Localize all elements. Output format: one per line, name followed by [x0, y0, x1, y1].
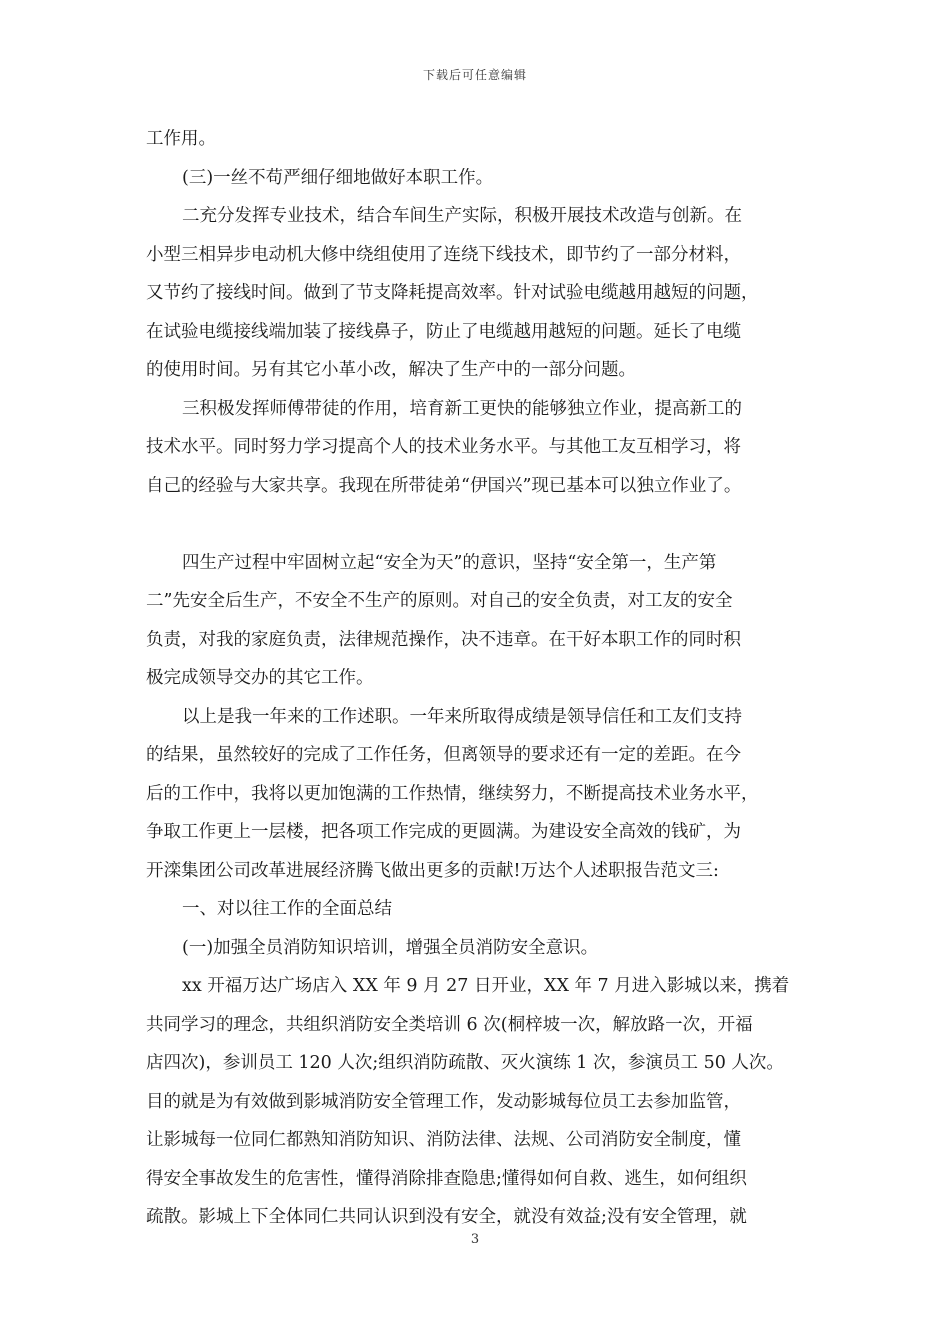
paragraph-line: (三)一丝不苟严细仔细地做好本职工作。 [182, 167, 494, 188]
paragraph-gap [146, 505, 826, 544]
paragraph-line: 极完成领导交办的其它工作。 [146, 668, 374, 688]
paragraph-line: 的使用时间。另有其它小革小改，解决了生产中的一部分问题。 [146, 360, 636, 380]
paragraph-line: 后的工作中，我将以更加饱满的工作热情，继续努力，不断提高技术业务水平， [146, 783, 759, 804]
paragraph-line: 负责，对我的家庭负责，法律规范操作，决不违章。在干好本职工作的同时积 [146, 629, 741, 650]
paragraph-line: 又节约了接线时间。做到了节支降耗提高效率。针对试验电缆越用越短的问题， [146, 283, 759, 303]
paragraph-line: 工作用。 [146, 129, 216, 149]
paragraph-line: xx 开福万达广场店入 XX 年 9 月 27 日开业，XX 年 7 月进入影城以来，携着 [182, 976, 790, 996]
paragraph-line: 技术水平。同时努力学习提高个人的技术业务水平。与其他工友互相学习，将 [146, 437, 741, 457]
document-body [146, 120, 826, 1237]
paragraph-line: 二充分发挥专业技术，结合车间生产实际，积极开展技术改造与创新。在 [182, 206, 742, 226]
paragraph-line: 开滦集团公司改革进展经济腾飞做出更多的贡献!万达个人述职报告范文三: [146, 860, 719, 881]
paragraph-line: 在试验电缆接线端加装了接线鼻子，防止了电缆越用越短的问题。延长了电缆 [146, 321, 741, 342]
paragraph-line: 得安全事故发生的危害性，懂得消除排查隐患;懂得如何自救、逃生，如何组织 [146, 1168, 747, 1189]
paragraph-line: 店四次)，参训员工 120 人次;组织消防疏散、灭火演练 1 次，参演员工 50 人次。 [146, 1053, 784, 1073]
paragraph-line: 争取工作更上一层楼，把各项工作完成的更圆满。为建设安全高效的钱矿，为 [146, 822, 741, 842]
paragraph-line: 二”先安全后生产，不安全不生产的原则。对自己的安全负责，对工友的安全 [146, 591, 733, 611]
page-header: 下载后可任意编辑 [422, 68, 527, 82]
paragraph-line: 目的就是为有效做到影城消防安全管理工作，发动影城每位员工去参加监管， [146, 1091, 741, 1112]
section-heading: 一、对以往工作的全面总结 [182, 899, 392, 919]
page-number: 3 [470, 1232, 480, 1247]
paragraph-line: 三积极发挥师傅带徒的作用，培育新工更快的能够独立作业，提高新工的 [182, 398, 742, 419]
paragraph-line: 四生产过程中牢固树立起“安全为天”的意识，坚持“安全第一，生产第 [182, 552, 717, 573]
paragraph-line: 疏散。影城上下全体同仁共同认识到没有安全，就没有效益;没有安全管理，就 [146, 1207, 747, 1227]
paragraph-line: 以上是我一年来的工作述职。一年来所取得成绩是领导信任和工友们支持 [182, 706, 742, 727]
paragraph-line: 小型三相异步电动机大修中绕组使用了连绕下线技术，即节约了一部分材料， [146, 244, 741, 265]
paragraph-line: 自己的经验与大家共享。我现在所带徒弟“伊国兴”现已基本可以独立作业了。 [146, 475, 742, 496]
paragraph-line: 的结果，虽然较好的完成了工作任务，但离领导的要求还有一定的差距。在今 [146, 745, 741, 765]
paragraph-line: 让影城每一位同仁都熟知消防知识、消防法律、法规、公司消防安全制度，懂 [146, 1130, 741, 1150]
subsection-heading: (一)加强全员消防知识培训，增强全员消防安全意识。 [182, 937, 599, 958]
paragraph-line: 共同学习的理念，共组织消防安全类培训 6 次(桐梓坡一次，解放路一次，开福 [146, 1014, 753, 1035]
